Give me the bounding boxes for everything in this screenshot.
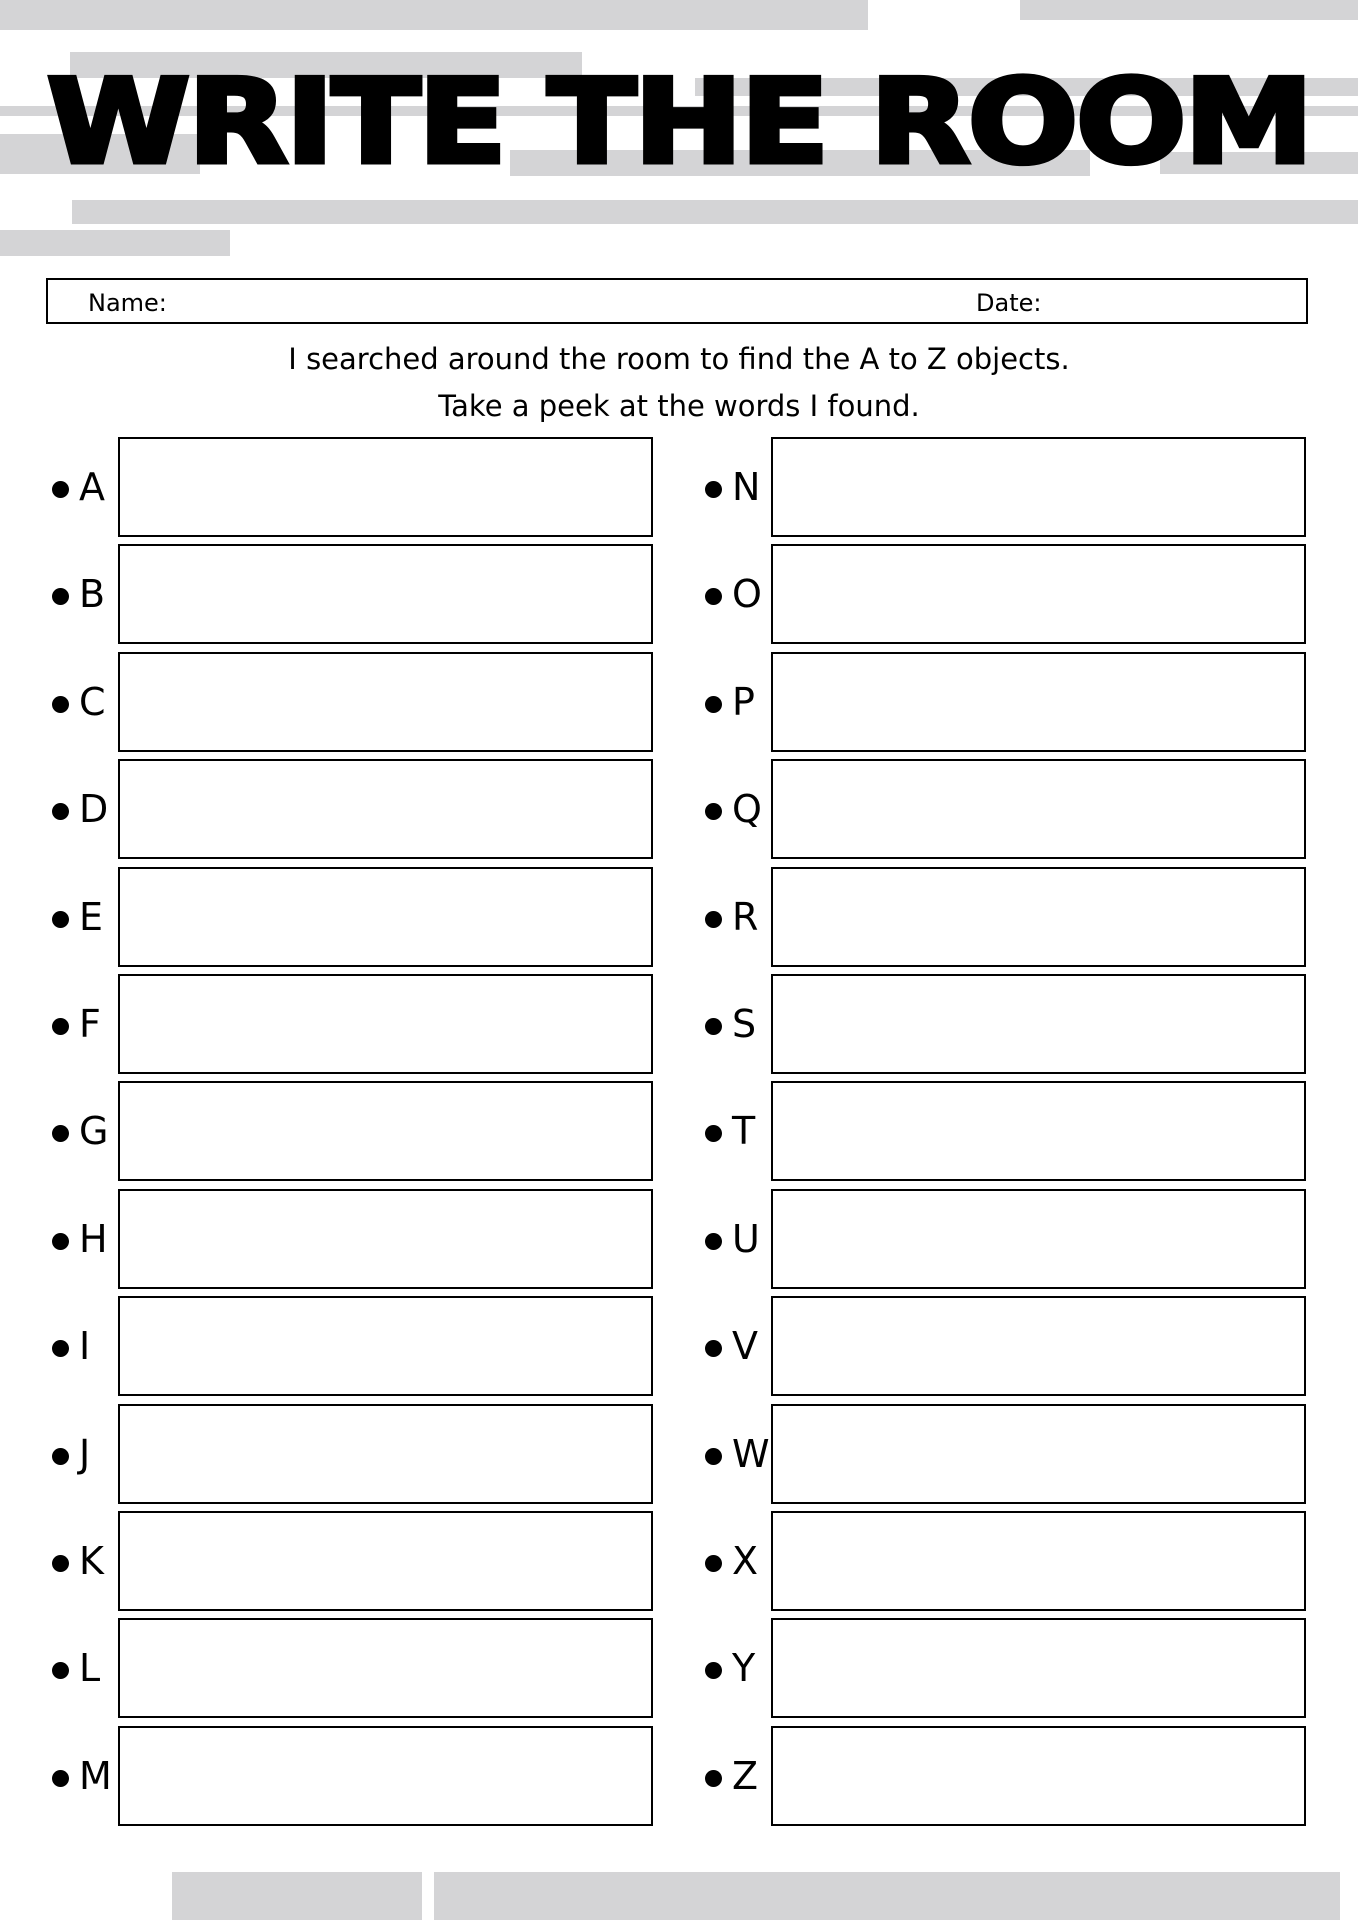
decor-stripe xyxy=(172,1872,422,1920)
bullet-icon xyxy=(52,1555,69,1572)
bullet-icon xyxy=(705,1448,722,1465)
letter-label: B xyxy=(79,572,106,616)
letter-label: M xyxy=(79,1754,112,1798)
answer-row-c xyxy=(48,652,658,752)
answer-row-j xyxy=(48,1404,658,1504)
bullet-icon xyxy=(705,696,722,713)
letter-label: D xyxy=(79,787,109,831)
name-date-field[interactable] xyxy=(46,278,1308,324)
answer-box-k[interactable] xyxy=(118,1511,653,1611)
decor-stripe xyxy=(72,200,1358,224)
answer-box-p[interactable] xyxy=(771,652,1306,752)
answer-box-g[interactable] xyxy=(118,1081,653,1181)
letter-label: X xyxy=(732,1539,759,1583)
letter-label: Q xyxy=(732,787,762,831)
bullet-icon xyxy=(705,1770,722,1787)
answer-box-r[interactable] xyxy=(771,867,1306,967)
bullet-icon xyxy=(52,588,69,605)
letter-label: V xyxy=(732,1324,758,1368)
answer-box-o[interactable] xyxy=(771,544,1306,644)
answer-box-u[interactable] xyxy=(771,1189,1306,1289)
answer-box-m[interactable] xyxy=(118,1726,653,1826)
answer-box-y[interactable] xyxy=(771,1618,1306,1718)
answer-box-c[interactable] xyxy=(118,652,653,752)
bullet-icon xyxy=(705,1125,722,1142)
answer-box-x[interactable] xyxy=(771,1511,1306,1611)
letter-label: K xyxy=(79,1539,104,1583)
answer-row-h xyxy=(48,1189,658,1289)
bullet-icon xyxy=(52,481,69,498)
bullet-icon xyxy=(52,1770,69,1787)
bullet-icon xyxy=(705,1340,722,1357)
instruction-line-2: Take a peek at the words I found. xyxy=(438,389,920,423)
bullet-icon xyxy=(705,1555,722,1572)
answer-row-w xyxy=(701,1404,1311,1504)
letter-label: I xyxy=(79,1324,91,1368)
answer-row-i xyxy=(48,1296,658,1396)
letter-label: O xyxy=(732,572,762,616)
answer-row-r xyxy=(701,867,1311,967)
date-label: Date: xyxy=(976,289,1042,317)
answer-row-u xyxy=(701,1189,1311,1289)
answer-row-v xyxy=(701,1296,1311,1396)
bullet-icon xyxy=(52,1448,69,1465)
letter-label: R xyxy=(732,895,759,939)
bullet-icon xyxy=(705,481,722,498)
decor-stripe xyxy=(0,230,230,256)
answer-box-e[interactable] xyxy=(118,867,653,967)
instruction-line-1: I searched around the room to find the A to Z objects. xyxy=(288,342,1070,376)
answer-row-x xyxy=(701,1511,1311,1611)
answer-row-o xyxy=(701,544,1311,644)
letter-label: H xyxy=(79,1217,108,1261)
answer-box-f[interactable] xyxy=(118,974,653,1074)
bullet-icon xyxy=(705,911,722,928)
letter-label: N xyxy=(732,465,761,509)
letter-label: F xyxy=(79,1002,101,1046)
answer-row-y xyxy=(701,1618,1311,1718)
letter-label: L xyxy=(79,1646,101,1690)
answer-box-z[interactable] xyxy=(771,1726,1306,1826)
answer-box-l[interactable] xyxy=(118,1618,653,1718)
answer-row-q xyxy=(701,759,1311,859)
letter-label: Z xyxy=(732,1754,759,1798)
answer-row-d xyxy=(48,759,658,859)
answer-row-b xyxy=(48,544,658,644)
answer-row-l xyxy=(48,1618,658,1718)
answer-row-k xyxy=(48,1511,658,1611)
answer-box-w[interactable] xyxy=(771,1404,1306,1504)
bullet-icon xyxy=(705,1233,722,1250)
bullet-icon xyxy=(705,588,722,605)
bullet-icon xyxy=(52,1662,69,1679)
bullet-icon xyxy=(52,803,69,820)
answer-box-q[interactable] xyxy=(771,759,1306,859)
letter-label: J xyxy=(79,1432,91,1476)
bullet-icon xyxy=(52,1018,69,1035)
letter-label: C xyxy=(79,680,106,724)
answer-box-v[interactable] xyxy=(771,1296,1306,1396)
answer-row-t xyxy=(701,1081,1311,1181)
answer-row-m xyxy=(48,1726,658,1826)
letter-label: A xyxy=(79,465,105,509)
answer-row-z xyxy=(701,1726,1311,1826)
answer-box-b[interactable] xyxy=(118,544,653,644)
decor-stripe xyxy=(434,1872,1340,1920)
bullet-icon xyxy=(52,696,69,713)
answer-box-d[interactable] xyxy=(118,759,653,859)
letter-label: W xyxy=(732,1432,770,1476)
page-title: WRITE THE ROOM xyxy=(46,55,1312,190)
answer-row-e xyxy=(48,867,658,967)
decor-stripe xyxy=(0,0,868,30)
answer-box-t[interactable] xyxy=(771,1081,1306,1181)
letter-label: T xyxy=(732,1109,756,1153)
answer-box-j[interactable] xyxy=(118,1404,653,1504)
answer-box-h[interactable] xyxy=(118,1189,653,1289)
answer-row-f xyxy=(48,974,658,1074)
letter-label: Y xyxy=(732,1646,756,1690)
letter-label: P xyxy=(732,680,755,724)
answer-row-n xyxy=(701,437,1311,537)
bullet-icon xyxy=(52,911,69,928)
answer-row-g xyxy=(48,1081,658,1181)
answer-box-a[interactable] xyxy=(118,437,653,537)
name-label: Name: xyxy=(88,289,167,317)
bullet-icon xyxy=(52,1340,69,1357)
answer-row-s xyxy=(701,974,1311,1074)
decor-stripe xyxy=(1020,0,1358,20)
letter-label: U xyxy=(732,1217,760,1261)
bullet-icon xyxy=(705,803,722,820)
letter-label: E xyxy=(79,895,104,939)
bullet-icon xyxy=(705,1662,722,1679)
bullet-icon xyxy=(705,1018,722,1035)
bullet-icon xyxy=(52,1233,69,1250)
letter-label: G xyxy=(79,1109,109,1153)
letter-label: S xyxy=(732,1002,757,1046)
answer-box-s[interactable] xyxy=(771,974,1306,1074)
bullet-icon xyxy=(52,1125,69,1142)
answer-box-i[interactable] xyxy=(118,1296,653,1396)
answer-row-p xyxy=(701,652,1311,752)
answer-row-a xyxy=(48,437,658,537)
answer-box-n[interactable] xyxy=(771,437,1306,537)
